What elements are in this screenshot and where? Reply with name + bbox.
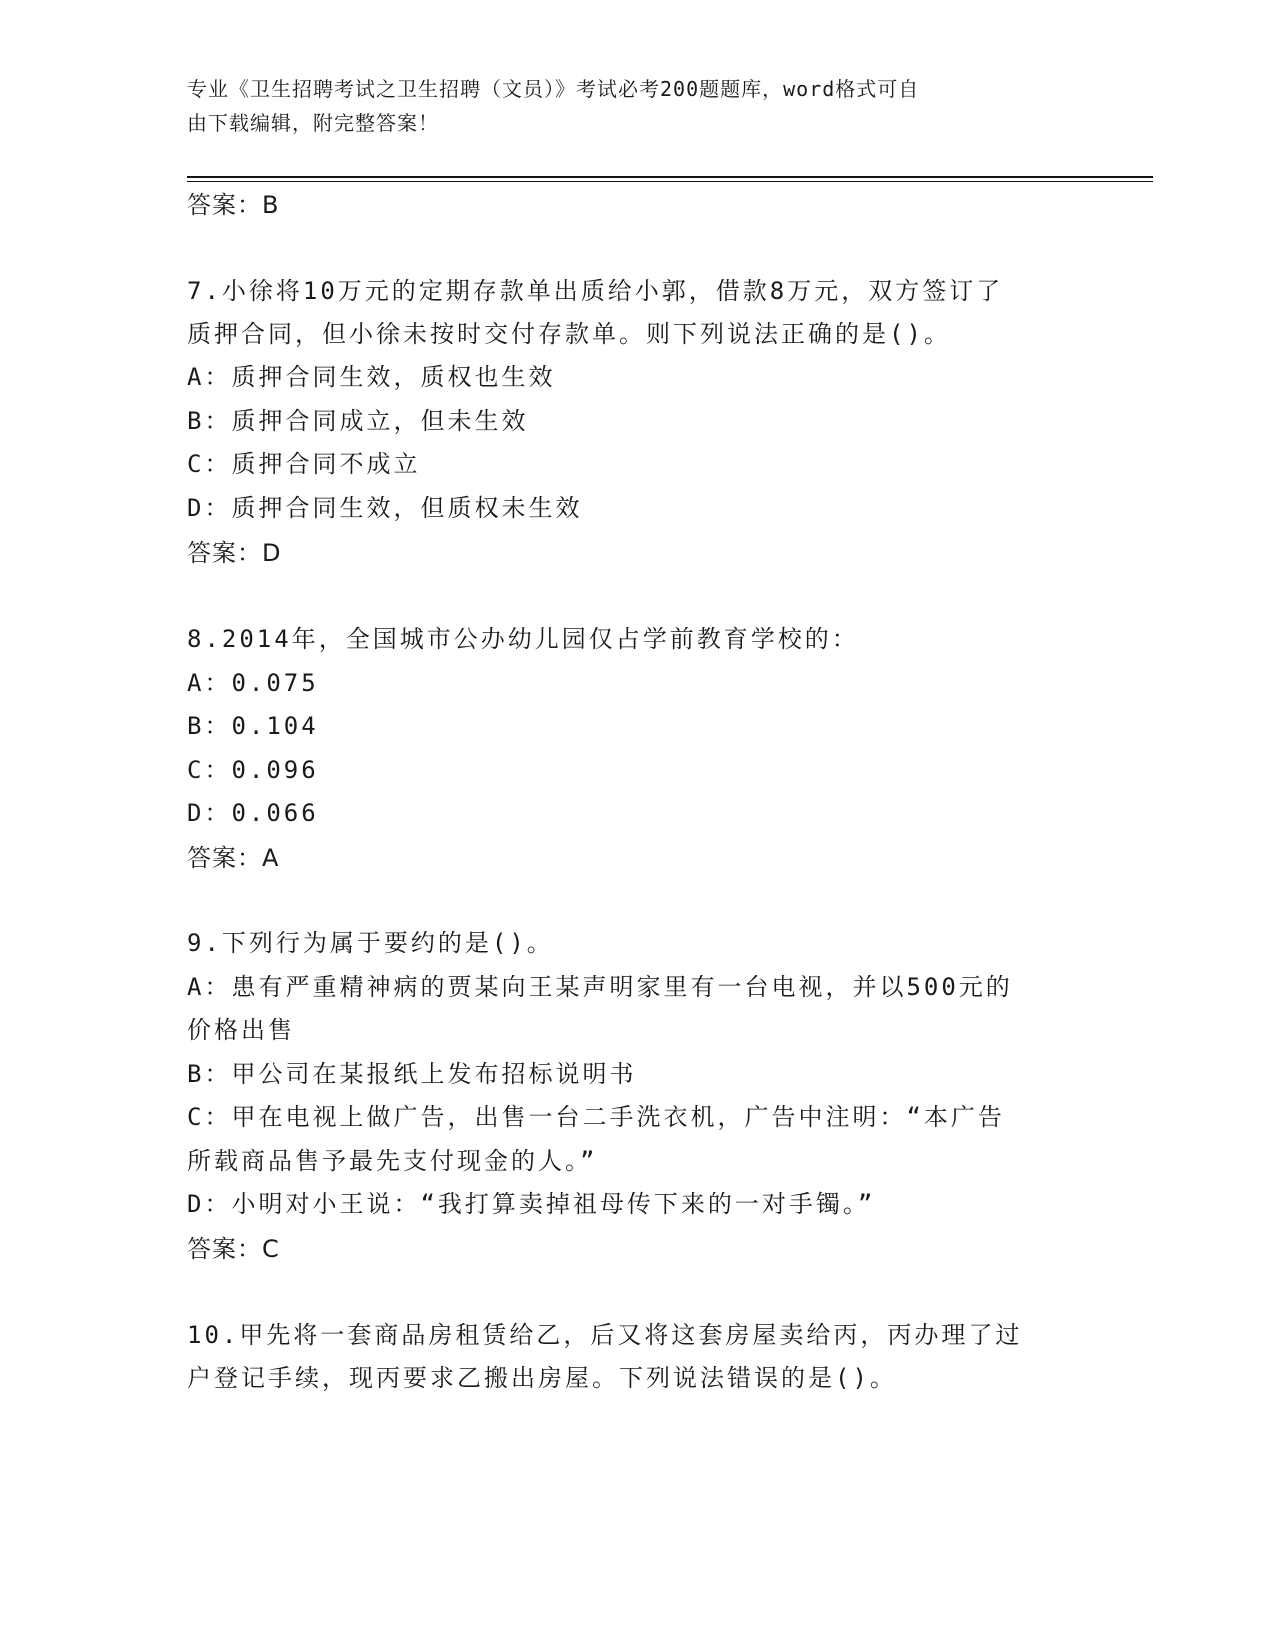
q10-stem-line-1: 10.甲先将一套商品房租赁给乙，后又将这套房屋卖给丙，丙办理了过 — [187, 1321, 1023, 1349]
q8-answer: 答案：A — [187, 844, 280, 872]
q7-answer: 答案：D — [187, 539, 282, 567]
header-line-1: 专业《卫生招聘考试之卫生招聘（文员）》考试必考200题题库，word格式可自 — [187, 77, 920, 101]
q9-option-a-line-1: A：患有严重精神病的贾某向王某声明家里有一台电视，并以500元的 — [187, 973, 1013, 1001]
q8-option-b: B：0.104 — [187, 712, 319, 740]
q8-option-c: C：0.096 — [187, 756, 319, 784]
q9-answer: 答案：C — [187, 1235, 280, 1263]
header-rule-thick — [187, 176, 1153, 178]
q7-option-c: C：质押合同不成立 — [187, 450, 421, 478]
q7-option-b: B：质押合同成立，但未生效 — [187, 407, 529, 435]
q7-option-a: A：质押合同生效，质权也生效 — [187, 363, 556, 391]
q8-option-d: D：0.066 — [187, 799, 319, 827]
q9-option-a-line-2: 价格出售 — [187, 1016, 295, 1044]
q9-option-c-line-1: C：甲在电视上做广告，出售一台二手洗衣机，广告中注明：“本广告 — [187, 1103, 1005, 1131]
q8-option-a: A：0.075 — [187, 669, 319, 697]
q7-stem-line-2: 质押合同，但小徐未按时交付存款单。则下列说法正确的是()。 — [187, 320, 951, 348]
q7-option-d: D：质押合同生效，但质权未生效 — [187, 494, 583, 522]
header-line-2: 由下载编辑，附完整答案！ — [187, 111, 439, 135]
q9-option-c-line-2: 所载商品售予最先支付现金的人。” — [187, 1147, 598, 1175]
q9-stem-line-1: 9.下列行为属于要约的是()。 — [187, 929, 554, 957]
document-header — [187, 72, 1067, 140]
header-rule-thin — [187, 181, 1153, 182]
answer-prev: 答案：B — [187, 191, 280, 219]
q9-option-d: D：小明对小王说：“我打算卖掉祖母传下来的一对手镯。” — [187, 1190, 876, 1218]
q7-stem-line-1: 7.小徐将10万元的定期存款单出质给小郭，借款8万元，双方签订了 — [187, 277, 1004, 305]
q9-option-b: B：甲公司在某报纸上发布招标说明书 — [187, 1060, 637, 1088]
q10-stem-line-2: 户登记手续，现丙要求乙搬出房屋。下列说法错误的是()。 — [187, 1364, 897, 1392]
q8-stem-line-1: 8.2014年，全国城市公办幼儿园仅占学前教育学校的： — [187, 625, 859, 653]
